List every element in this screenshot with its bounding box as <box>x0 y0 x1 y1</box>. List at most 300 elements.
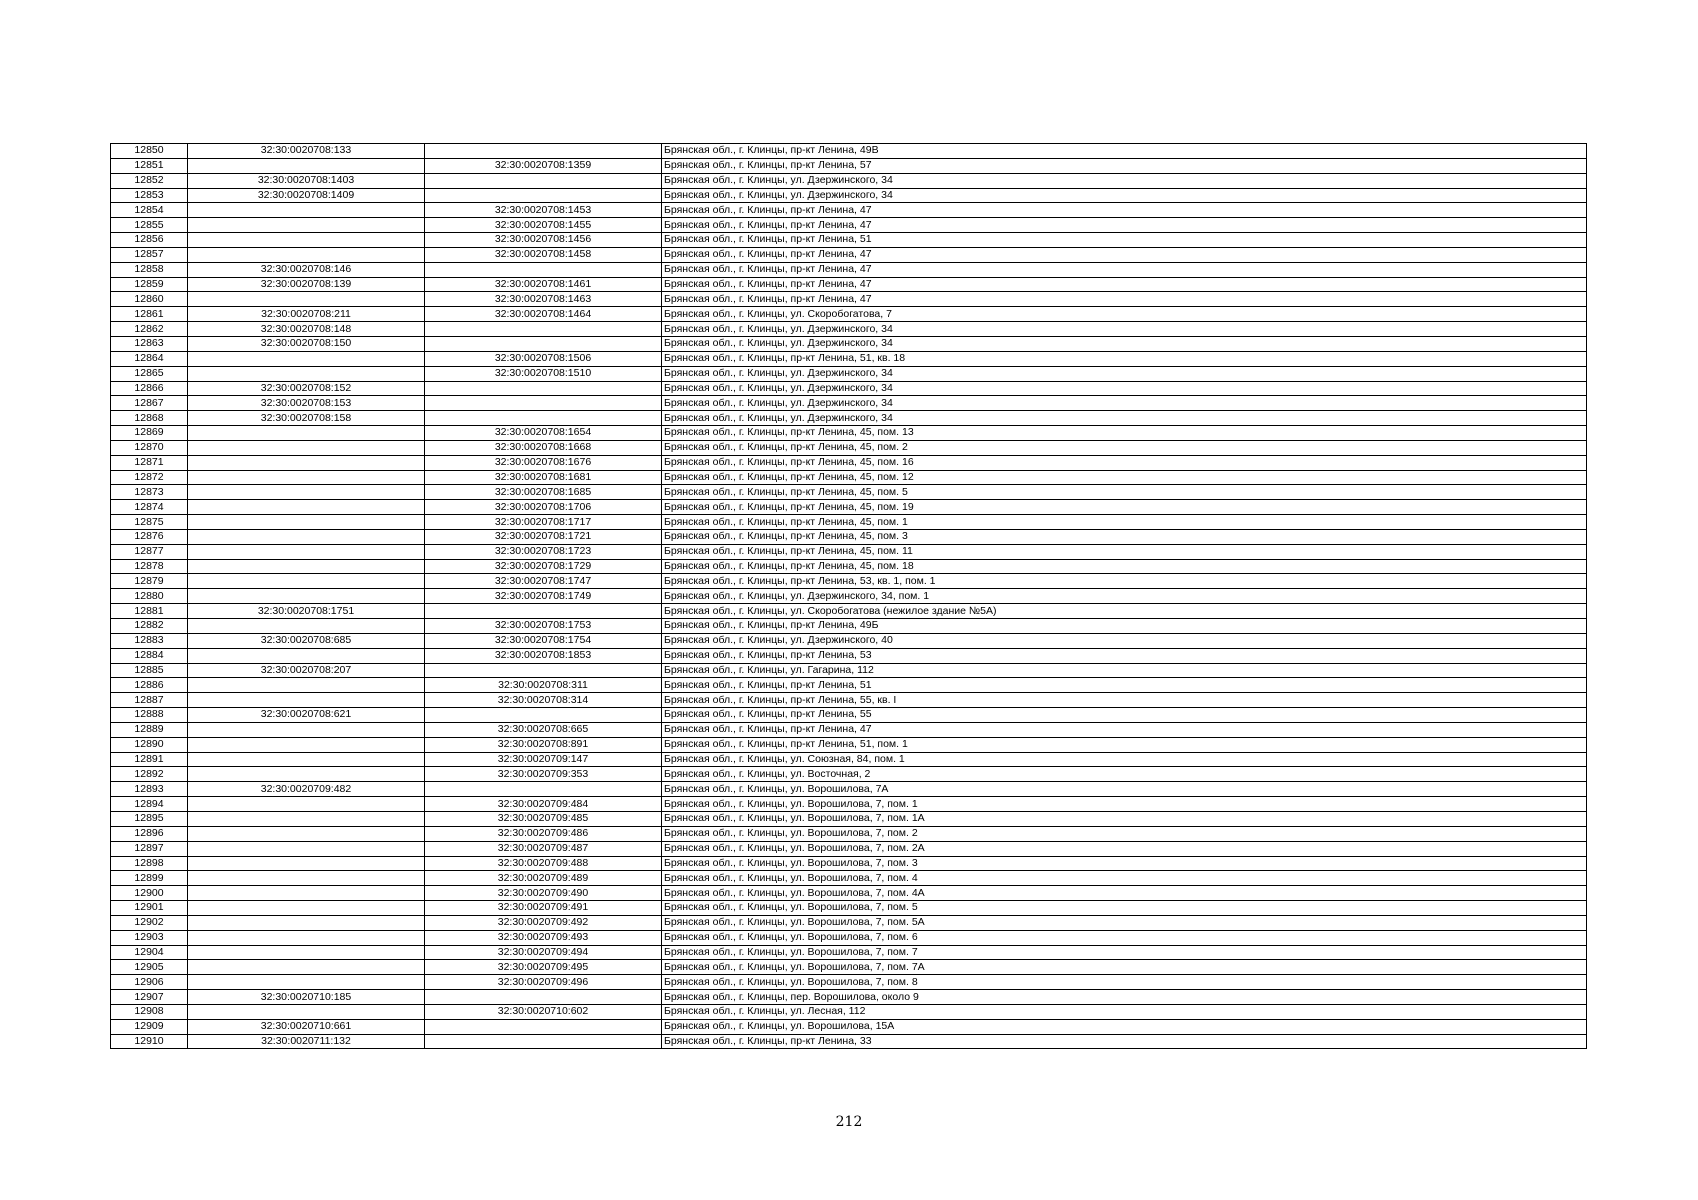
building-cadastral-number-cell: 32:30:0020708:1749 <box>425 589 662 604</box>
table-row <box>111 470 1587 485</box>
address-cell: Брянская обл., г. Клинцы, ул. Дзержинского, 34 <box>662 322 1587 337</box>
address-cell: Брянская обл., г. Клинцы, ул. Дзержинского, 34 <box>662 366 1587 381</box>
address-cell: Брянская обл., г. Клинцы, ул. Дзержинского, 40 <box>662 633 1587 648</box>
land-cadastral-number-cell <box>188 960 425 975</box>
table-row <box>111 173 1587 188</box>
row-number-cell: 12905 <box>111 960 188 975</box>
land-cadastral-number-cell: 32:30:0020708:685 <box>188 633 425 648</box>
building-cadastral-number-cell: 32:30:0020708:1685 <box>425 485 662 500</box>
row-number-cell: 12910 <box>111 1034 188 1049</box>
building-cadastral-number-cell: 32:30:0020708:1681 <box>425 470 662 485</box>
table-row <box>111 1034 1587 1049</box>
table-row <box>111 693 1587 708</box>
address-cell: Брянская обл., г. Клинцы, ул. Лесная, 112 <box>662 1004 1587 1019</box>
row-number-cell: 12883 <box>111 633 188 648</box>
building-cadastral-number-cell: 32:30:0020709:486 <box>425 826 662 841</box>
row-number-cell: 12894 <box>111 797 188 812</box>
address-cell: Брянская обл., г. Клинцы, ул. Дзержинского, 34 <box>662 173 1587 188</box>
register-sheet <box>110 143 1587 1049</box>
table-row <box>111 158 1587 173</box>
row-number-cell: 12875 <box>111 515 188 530</box>
address-cell: Брянская обл., г. Клинцы, ул. Гагарина, 112 <box>662 663 1587 678</box>
land-cadastral-number-cell <box>188 218 425 233</box>
land-cadastral-number-cell <box>188 455 425 470</box>
row-number-cell: 12886 <box>111 678 188 693</box>
building-cadastral-number-cell <box>425 381 662 396</box>
table-row <box>111 708 1587 723</box>
table-row <box>111 678 1587 693</box>
table-row <box>111 529 1587 544</box>
table-row <box>111 262 1587 277</box>
building-cadastral-number-cell: 32:30:0020709:485 <box>425 811 662 826</box>
table-row <box>111 901 1587 916</box>
building-cadastral-number-cell: 32:30:0020709:147 <box>425 752 662 767</box>
land-cadastral-number-cell: 32:30:0020708:158 <box>188 411 425 426</box>
building-cadastral-number-cell: 32:30:0020709:496 <box>425 975 662 990</box>
land-cadastral-number-cell <box>188 767 425 782</box>
row-number-cell: 12878 <box>111 559 188 574</box>
address-cell: Брянская обл., г. Клинцы, пр-кт Ленина, 45, пом. 5 <box>662 485 1587 500</box>
land-cadastral-number-cell <box>188 529 425 544</box>
table-row <box>111 515 1587 530</box>
land-cadastral-number-cell <box>188 574 425 589</box>
land-cadastral-number-cell <box>188 811 425 826</box>
land-cadastral-number-cell: 32:30:0020710:661 <box>188 1019 425 1034</box>
row-number-cell: 12893 <box>111 782 188 797</box>
land-cadastral-number-cell <box>188 470 425 485</box>
building-cadastral-number-cell: 32:30:0020708:1729 <box>425 559 662 574</box>
address-cell: Брянская обл., г. Клинцы, ул. Ворошилова, 7, пом. 7 <box>662 945 1587 960</box>
row-number-cell: 12860 <box>111 292 188 307</box>
row-number-cell: 12869 <box>111 426 188 441</box>
address-cell: Брянская обл., г. Клинцы, ул. Ворошилова, 7, пом. 5А <box>662 915 1587 930</box>
table-row <box>111 782 1587 797</box>
building-cadastral-number-cell: 32:30:0020708:1706 <box>425 500 662 515</box>
address-cell: Брянская обл., г. Клинцы, пр-кт Ленина, 53, кв. 1, пом. 1 <box>662 574 1587 589</box>
address-cell: Брянская обл., г. Клинцы, пр-кт Ленина, 51, пом. 1 <box>662 737 1587 752</box>
building-cadastral-number-cell <box>425 1019 662 1034</box>
row-number-cell: 12907 <box>111 990 188 1005</box>
row-number-cell: 12874 <box>111 500 188 515</box>
address-cell: Брянская обл., г. Клинцы, ул. Ворошилова, 7, пом. 7А <box>662 960 1587 975</box>
building-cadastral-number-cell: 32:30:0020708:1753 <box>425 619 662 634</box>
building-cadastral-number-cell <box>425 262 662 277</box>
land-cadastral-number-cell <box>188 485 425 500</box>
address-cell: Брянская обл., г. Клинцы, пр-кт Ленина, 55 <box>662 708 1587 723</box>
address-cell: Брянская обл., г. Клинцы, пр-кт Ленина, 45, пом. 12 <box>662 470 1587 485</box>
building-cadastral-number-cell: 32:30:0020708:1853 <box>425 648 662 663</box>
land-cadastral-number-cell: 32:30:0020709:482 <box>188 782 425 797</box>
table-row <box>111 322 1587 337</box>
building-cadastral-number-cell <box>425 782 662 797</box>
table-row <box>111 886 1587 901</box>
building-cadastral-number-cell: 32:30:0020709:491 <box>425 901 662 916</box>
row-number-cell: 12892 <box>111 767 188 782</box>
land-cadastral-number-cell <box>188 247 425 262</box>
row-number-cell: 12872 <box>111 470 188 485</box>
table-row <box>111 960 1587 975</box>
land-cadastral-number-cell <box>188 351 425 366</box>
address-cell: Брянская обл., г. Клинцы, ул. Союзная, 84, пом. 1 <box>662 752 1587 767</box>
table-row <box>111 1019 1587 1034</box>
land-cadastral-number-cell <box>188 648 425 663</box>
building-cadastral-number-cell: 32:30:0020708:1721 <box>425 529 662 544</box>
row-number-cell: 12853 <box>111 188 188 203</box>
address-cell: Брянская обл., г. Клинцы, пр-кт Ленина, 49Б <box>662 619 1587 634</box>
land-cadastral-number-cell: 32:30:0020708:146 <box>188 262 425 277</box>
building-cadastral-number-cell <box>425 188 662 203</box>
table-row <box>111 500 1587 515</box>
table-row <box>111 975 1587 990</box>
row-number-cell: 12877 <box>111 544 188 559</box>
address-cell: Брянская обл., г. Клинцы, пр-кт Ленина, 47 <box>662 277 1587 292</box>
row-number-cell: 12899 <box>111 871 188 886</box>
row-number-cell: 12879 <box>111 574 188 589</box>
address-cell: Брянская обл., г. Клинцы, пр-кт Ленина, 45, пом. 3 <box>662 529 1587 544</box>
land-cadastral-number-cell <box>188 426 425 441</box>
building-cadastral-number-cell: 32:30:0020708:1458 <box>425 247 662 262</box>
building-cadastral-number-cell: 32:30:0020708:891 <box>425 737 662 752</box>
building-cadastral-number-cell <box>425 322 662 337</box>
land-cadastral-number-cell: 32:30:0020708:1403 <box>188 173 425 188</box>
address-cell: Брянская обл., г. Клинцы, пр-кт Ленина, 45, пом. 2 <box>662 440 1587 455</box>
address-cell: Брянская обл., г. Клинцы, ул. Восточная, 2 <box>662 767 1587 782</box>
row-number-cell: 12897 <box>111 841 188 856</box>
row-number-cell: 12904 <box>111 945 188 960</box>
address-cell: Брянская обл., г. Клинцы, пр-кт Ленина, 47 <box>662 292 1587 307</box>
address-cell: Брянская обл., г. Клинцы, ул. Ворошилова, 7, пом. 1 <box>662 797 1587 812</box>
building-cadastral-number-cell: 32:30:0020708:1453 <box>425 203 662 218</box>
address-cell: Брянская обл., г. Клинцы, ул. Ворошилова, 15А <box>662 1019 1587 1034</box>
table-row <box>111 1004 1587 1019</box>
row-number-cell: 12901 <box>111 901 188 916</box>
land-cadastral-number-cell <box>188 886 425 901</box>
row-number-cell: 12887 <box>111 693 188 708</box>
row-number-cell: 12862 <box>111 322 188 337</box>
row-number-cell: 12903 <box>111 930 188 945</box>
table-row <box>111 856 1587 871</box>
building-cadastral-number-cell: 32:30:0020708:1747 <box>425 574 662 589</box>
address-cell: Брянская обл., г. Клинцы, пр-кт Ленина, 51 <box>662 678 1587 693</box>
address-cell: Брянская обл., г. Клинцы, пр-кт Ленина, 45, пом. 19 <box>662 500 1587 515</box>
building-cadastral-number-cell <box>425 336 662 351</box>
building-cadastral-number-cell: 32:30:0020708:665 <box>425 722 662 737</box>
address-cell: Брянская обл., г. Клинцы, пр-кт Ленина, 47 <box>662 262 1587 277</box>
land-cadastral-number-cell: 32:30:0020708:1751 <box>188 604 425 619</box>
table-row <box>111 411 1587 426</box>
land-cadastral-number-cell <box>188 856 425 871</box>
table-row <box>111 336 1587 351</box>
table-row <box>111 663 1587 678</box>
table-row <box>111 826 1587 841</box>
table-row <box>111 574 1587 589</box>
row-number-cell: 12902 <box>111 915 188 930</box>
land-cadastral-number-cell <box>188 826 425 841</box>
table-row <box>111 203 1587 218</box>
building-cadastral-number-cell: 32:30:0020709:490 <box>425 886 662 901</box>
land-cadastral-number-cell <box>188 841 425 856</box>
row-number-cell: 12889 <box>111 722 188 737</box>
row-number-cell: 12864 <box>111 351 188 366</box>
table-row <box>111 811 1587 826</box>
row-number-cell: 12906 <box>111 975 188 990</box>
table-row <box>111 648 1587 663</box>
row-number-cell: 12855 <box>111 218 188 233</box>
building-cadastral-number-cell: 32:30:0020708:1723 <box>425 544 662 559</box>
land-cadastral-number-cell: 32:30:0020708:152 <box>188 381 425 396</box>
address-cell: Брянская обл., г. Клинцы, ул. Дзержинского, 34 <box>662 381 1587 396</box>
building-cadastral-number-cell: 32:30:0020710:602 <box>425 1004 662 1019</box>
register-table-body <box>111 144 1587 1049</box>
address-cell: Брянская обл., г. Клинцы, пр-кт Ленина, 53 <box>662 648 1587 663</box>
row-number-cell: 12852 <box>111 173 188 188</box>
row-number-cell: 12850 <box>111 144 188 159</box>
land-cadastral-number-cell <box>188 500 425 515</box>
table-row <box>111 767 1587 782</box>
row-number-cell: 12908 <box>111 1004 188 1019</box>
building-cadastral-number-cell <box>425 396 662 411</box>
building-cadastral-number-cell: 32:30:0020709:494 <box>425 945 662 960</box>
land-cadastral-number-cell <box>188 693 425 708</box>
address-cell: Брянская обл., г. Клинцы, пр-кт Ленина, 33 <box>662 1034 1587 1049</box>
row-number-cell: 12851 <box>111 158 188 173</box>
land-cadastral-number-cell: 32:30:0020711:132 <box>188 1034 425 1049</box>
land-cadastral-number-cell <box>188 515 425 530</box>
row-number-cell: 12866 <box>111 381 188 396</box>
row-number-cell: 12865 <box>111 366 188 381</box>
building-cadastral-number-cell <box>425 990 662 1005</box>
address-cell: Брянская обл., г. Клинцы, ул. Ворошилова, 7, пом. 8 <box>662 975 1587 990</box>
building-cadastral-number-cell: 32:30:0020708:314 <box>425 693 662 708</box>
row-number-cell: 12884 <box>111 648 188 663</box>
building-cadastral-number-cell: 32:30:0020709:495 <box>425 960 662 975</box>
row-number-cell: 12856 <box>111 233 188 248</box>
table-row <box>111 559 1587 574</box>
row-number-cell: 12885 <box>111 663 188 678</box>
building-cadastral-number-cell: 32:30:0020708:1654 <box>425 426 662 441</box>
table-row <box>111 218 1587 233</box>
address-cell: Брянская обл., г. Клинцы, ул. Ворошилова, 7, пом. 2 <box>662 826 1587 841</box>
land-cadastral-number-cell: 32:30:0020708:150 <box>188 336 425 351</box>
row-number-cell: 12870 <box>111 440 188 455</box>
row-number-cell: 12890 <box>111 737 188 752</box>
land-cadastral-number-cell <box>188 797 425 812</box>
building-cadastral-number-cell: 32:30:0020709:489 <box>425 871 662 886</box>
row-number-cell: 12880 <box>111 589 188 604</box>
building-cadastral-number-cell <box>425 708 662 723</box>
address-cell: Брянская обл., г. Клинцы, ул. Ворошилова, 7, пом. 3 <box>662 856 1587 871</box>
land-cadastral-number-cell: 32:30:0020708:211 <box>188 307 425 322</box>
building-cadastral-number-cell: 32:30:0020708:1464 <box>425 307 662 322</box>
row-number-cell: 12888 <box>111 708 188 723</box>
building-cadastral-number-cell: 32:30:0020708:1668 <box>425 440 662 455</box>
land-cadastral-number-cell <box>188 440 425 455</box>
building-cadastral-number-cell: 32:30:0020708:1455 <box>425 218 662 233</box>
table-row <box>111 455 1587 470</box>
address-cell: Брянская обл., г. Клинцы, ул. Дзержинского, 34 <box>662 188 1587 203</box>
address-cell: Брянская обл., г. Клинцы, ул. Ворошилова, 7, пом. 4 <box>662 871 1587 886</box>
land-cadastral-number-cell: 32:30:0020708:133 <box>188 144 425 159</box>
building-cadastral-number-cell: 32:30:0020709:493 <box>425 930 662 945</box>
table-row <box>111 945 1587 960</box>
address-cell: Брянская обл., г. Клинцы, ул. Скоробогатова (нежилое здание №5А) <box>662 604 1587 619</box>
land-cadastral-number-cell <box>188 915 425 930</box>
address-cell: Брянская обл., г. Клинцы, пр-кт Ленина, 55, кв. I <box>662 693 1587 708</box>
land-cadastral-number-cell <box>188 544 425 559</box>
table-row <box>111 440 1587 455</box>
table-row <box>111 247 1587 262</box>
address-cell: Брянская обл., г. Клинцы, пр-кт Ленина, 45, пом. 11 <box>662 544 1587 559</box>
address-cell: Брянская обл., г. Клинцы, пр-кт Ленина, 47 <box>662 722 1587 737</box>
land-cadastral-number-cell <box>188 975 425 990</box>
land-cadastral-number-cell: 32:30:0020708:621 <box>188 708 425 723</box>
table-row <box>111 930 1587 945</box>
building-cadastral-number-cell <box>425 1034 662 1049</box>
table-row <box>111 589 1587 604</box>
table-row <box>111 366 1587 381</box>
building-cadastral-number-cell: 32:30:0020709:353 <box>425 767 662 782</box>
table-row <box>111 426 1587 441</box>
address-cell: Брянская обл., г. Клинцы, пр-кт Ленина, 51 <box>662 233 1587 248</box>
table-row <box>111 396 1587 411</box>
land-cadastral-number-cell: 32:30:0020708:1409 <box>188 188 425 203</box>
land-cadastral-number-cell <box>188 737 425 752</box>
land-cadastral-number-cell <box>188 722 425 737</box>
address-cell: Брянская обл., г. Клинцы, пр-кт Ленина, 45, пом. 13 <box>662 426 1587 441</box>
address-cell: Брянская обл., г. Клинцы, ул. Ворошилова, 7, пом. 6 <box>662 930 1587 945</box>
land-cadastral-number-cell <box>188 203 425 218</box>
address-cell: Брянская обл., г. Клинцы, ул. Дзержинского, 34, пом. 1 <box>662 589 1587 604</box>
land-cadastral-number-cell <box>188 678 425 693</box>
row-number-cell: 12900 <box>111 886 188 901</box>
table-row <box>111 381 1587 396</box>
row-number-cell: 12863 <box>111 336 188 351</box>
table-row <box>111 752 1587 767</box>
address-cell: Брянская обл., г. Клинцы, ул. Ворошилова, 7, пом. 5 <box>662 901 1587 916</box>
table-row <box>111 633 1587 648</box>
building-cadastral-number-cell <box>425 604 662 619</box>
land-cadastral-number-cell <box>188 752 425 767</box>
land-cadastral-number-cell <box>188 619 425 634</box>
table-row <box>111 871 1587 886</box>
land-cadastral-number-cell <box>188 1004 425 1019</box>
land-cadastral-number-cell <box>188 901 425 916</box>
row-number-cell: 12896 <box>111 826 188 841</box>
row-number-cell: 12898 <box>111 856 188 871</box>
address-cell: Брянская обл., г. Клинцы, пр-кт Ленина, 49В <box>662 144 1587 159</box>
address-cell: Брянская обл., г. Клинцы, ул. Скоробогатова, 7 <box>662 307 1587 322</box>
cadastral-register-table <box>110 143 1587 1049</box>
building-cadastral-number-cell: 32:30:0020708:1676 <box>425 455 662 470</box>
land-cadastral-number-cell: 32:30:0020710:185 <box>188 990 425 1005</box>
table-row <box>111 722 1587 737</box>
building-cadastral-number-cell <box>425 144 662 159</box>
land-cadastral-number-cell <box>188 871 425 886</box>
address-cell: Брянская обл., г. Клинцы, пр-кт Ленина, 47 <box>662 203 1587 218</box>
building-cadastral-number-cell: 32:30:0020708:311 <box>425 678 662 693</box>
table-row <box>111 604 1587 619</box>
address-cell: Брянская обл., г. Клинцы, пр-кт Ленина, 45, пом. 18 <box>662 559 1587 574</box>
table-row <box>111 990 1587 1005</box>
building-cadastral-number-cell: 32:30:0020708:1461 <box>425 277 662 292</box>
table-row <box>111 544 1587 559</box>
address-cell: Брянская обл., г. Клинцы, пр-кт Ленина, 51, кв. 18 <box>662 351 1587 366</box>
table-row <box>111 307 1587 322</box>
row-number-cell: 12876 <box>111 529 188 544</box>
building-cadastral-number-cell: 32:30:0020708:1456 <box>425 233 662 248</box>
address-cell: Брянская обл., г. Клинцы, пр-кт Ленина, 45, пом. 1 <box>662 515 1587 530</box>
land-cadastral-number-cell: 32:30:0020708:153 <box>188 396 425 411</box>
address-cell: Брянская обл., г. Клинцы, ул. Дзержинского, 34 <box>662 396 1587 411</box>
building-cadastral-number-cell: 32:30:0020708:1717 <box>425 515 662 530</box>
page-number: 212 <box>835 1114 863 1130</box>
row-number-cell: 12858 <box>111 262 188 277</box>
table-row <box>111 619 1587 634</box>
building-cadastral-number-cell: 32:30:0020708:1463 <box>425 292 662 307</box>
row-number-cell: 12871 <box>111 455 188 470</box>
address-cell: Брянская обл., г. Клинцы, пр-кт Ленина, 45, пом. 16 <box>662 455 1587 470</box>
land-cadastral-number-cell <box>188 559 425 574</box>
address-cell: Брянская обл., г. Клинцы, пр-кт Ленина, 47 <box>662 218 1587 233</box>
table-row <box>111 841 1587 856</box>
address-cell: Брянская обл., г. Клинцы, ул. Дзержинского, 34 <box>662 411 1587 426</box>
row-number-cell: 12867 <box>111 396 188 411</box>
row-number-cell: 12895 <box>111 811 188 826</box>
building-cadastral-number-cell: 32:30:0020708:1359 <box>425 158 662 173</box>
row-number-cell: 12882 <box>111 619 188 634</box>
row-number-cell: 12868 <box>111 411 188 426</box>
land-cadastral-number-cell: 32:30:0020708:207 <box>188 663 425 678</box>
table-row <box>111 351 1587 366</box>
address-cell: Брянская обл., г. Клинцы, пер. Ворошилова, около 9 <box>662 990 1587 1005</box>
building-cadastral-number-cell: 32:30:0020708:1506 <box>425 351 662 366</box>
building-cadastral-number-cell <box>425 663 662 678</box>
row-number-cell: 12873 <box>111 485 188 500</box>
building-cadastral-number-cell: 32:30:0020708:1510 <box>425 366 662 381</box>
land-cadastral-number-cell: 32:30:0020708:148 <box>188 322 425 337</box>
table-row <box>111 292 1587 307</box>
land-cadastral-number-cell <box>188 945 425 960</box>
address-cell: Брянская обл., г. Клинцы, ул. Ворошилова, 7, пом. 4А <box>662 886 1587 901</box>
address-cell: Брянская обл., г. Клинцы, ул. Ворошилова, 7, пом. 2А <box>662 841 1587 856</box>
table-row <box>111 277 1587 292</box>
land-cadastral-number-cell <box>188 589 425 604</box>
building-cadastral-number-cell: 32:30:0020708:1754 <box>425 633 662 648</box>
row-number-cell: 12891 <box>111 752 188 767</box>
table-row <box>111 188 1587 203</box>
land-cadastral-number-cell: 32:30:0020708:139 <box>188 277 425 292</box>
row-number-cell: 12909 <box>111 1019 188 1034</box>
address-cell: Брянская обл., г. Клинцы, ул. Ворошилова, 7, пом. 1А <box>662 811 1587 826</box>
table-row <box>111 915 1587 930</box>
row-number-cell: 12881 <box>111 604 188 619</box>
building-cadastral-number-cell: 32:30:0020709:487 <box>425 841 662 856</box>
table-row <box>111 485 1587 500</box>
land-cadastral-number-cell <box>188 366 425 381</box>
building-cadastral-number-cell: 32:30:0020709:484 <box>425 797 662 812</box>
building-cadastral-number-cell <box>425 173 662 188</box>
land-cadastral-number-cell <box>188 233 425 248</box>
table-row <box>111 144 1587 159</box>
table-row <box>111 233 1587 248</box>
row-number-cell: 12857 <box>111 247 188 262</box>
address-cell: Брянская обл., г. Клинцы, ул. Дзержинского, 34 <box>662 336 1587 351</box>
table-row <box>111 797 1587 812</box>
table-row <box>111 737 1587 752</box>
row-number-cell: 12859 <box>111 277 188 292</box>
address-cell: Брянская обл., г. Клинцы, пр-кт Ленина, 57 <box>662 158 1587 173</box>
land-cadastral-number-cell <box>188 292 425 307</box>
